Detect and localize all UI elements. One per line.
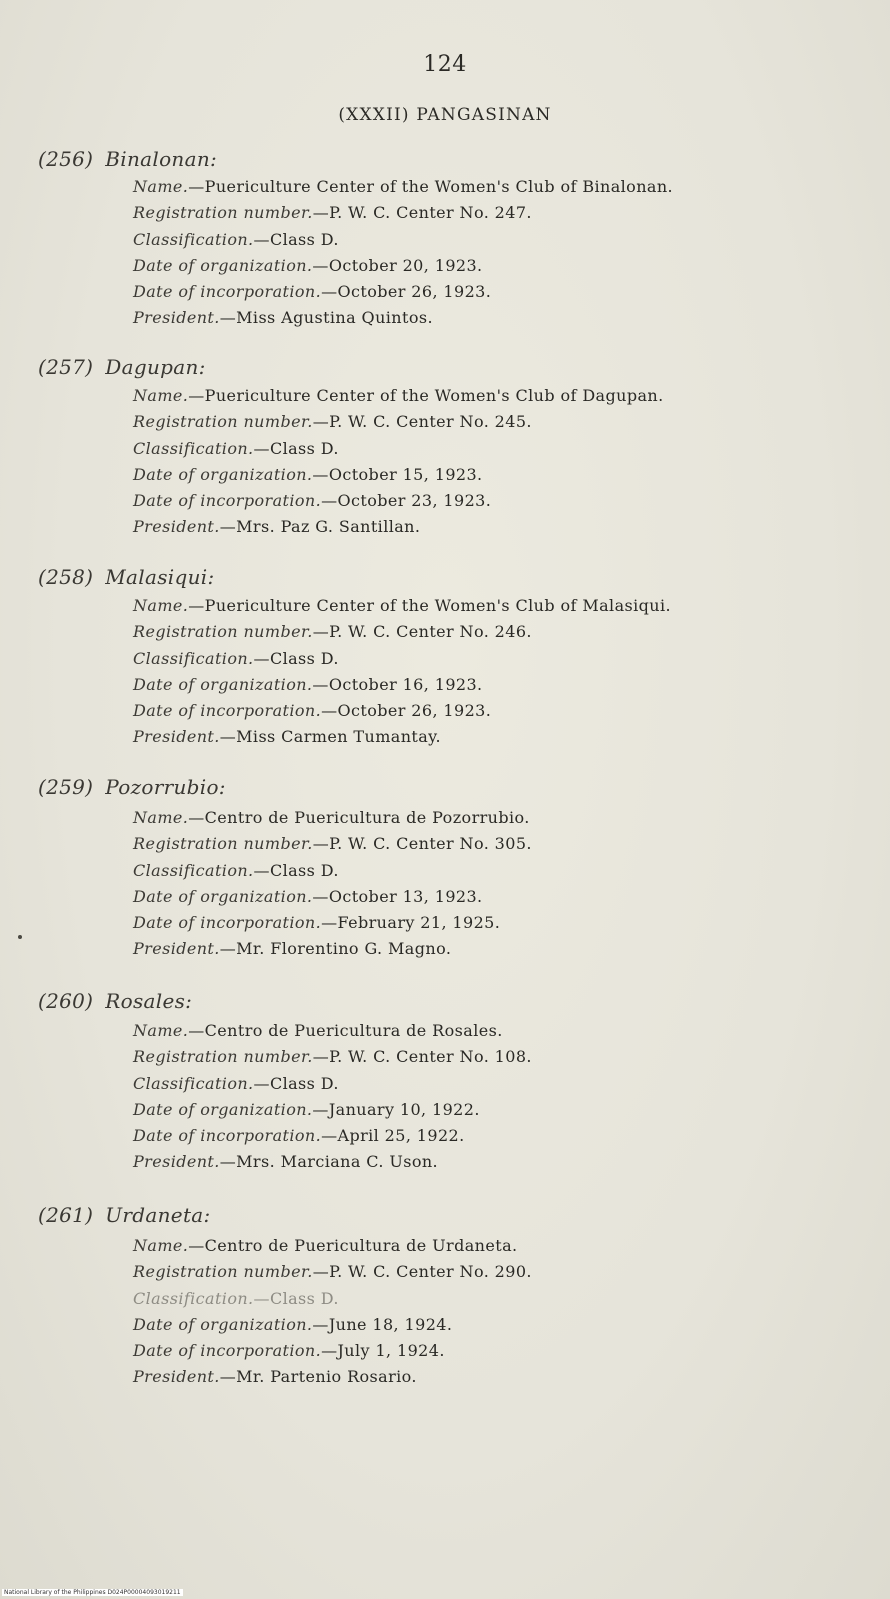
- field-president: [133, 517, 873, 543]
- page-number: 124: [423, 52, 467, 77]
- field-label: President.: [133, 308, 220, 328]
- field-label: Registration number.: [133, 203, 313, 223]
- field-value: —Mr. Florentino G. Magno.: [219, 939, 452, 959]
- field-value: —October 15, 1923.: [312, 464, 483, 484]
- field-value: —Miss Carmen Tumantay.: [219, 727, 441, 747]
- entry-fields: [133, 808, 873, 966]
- field-incorporation-date: [133, 913, 873, 939]
- entry-fields: [133, 386, 873, 544]
- field-value: —January 10, 1922.: [312, 1099, 480, 1119]
- field-value: —P. W. C. Center No. 290.: [312, 1262, 532, 1282]
- field-label: President.: [133, 1367, 220, 1387]
- field-label: Date of organization.: [133, 464, 313, 484]
- entry-fields: [133, 177, 873, 335]
- field-incorporation-date: [133, 701, 873, 727]
- field-value: —June 18, 1924.: [312, 1314, 453, 1334]
- field-value: —Puericulture Center of the Women's Club of Binalonan.: [188, 177, 674, 196]
- field-label: Date of incorporation.: [133, 913, 322, 933]
- field-value: —October 26, 1923.: [321, 282, 492, 302]
- entry-town: Dagupan:: [105, 355, 206, 379]
- field-label: Classification.: [133, 648, 254, 668]
- field-label: Date of organization.: [133, 255, 313, 275]
- field-value: —April 25, 1922.: [321, 1126, 465, 1146]
- field-value: —July 1, 1924.: [321, 1341, 445, 1361]
- field-organization-date: [133, 465, 873, 491]
- entry-number: (256): [38, 147, 94, 171]
- field-value: —Class D.: [253, 860, 339, 880]
- field-label: Name.: [133, 177, 189, 196]
- entry-number: (257): [38, 355, 94, 379]
- field-value: —Class D.: [253, 648, 339, 668]
- field-name: [133, 1021, 873, 1047]
- field-value: —Centro de Puericultura de Urdaneta.: [188, 1236, 518, 1255]
- field-organization-date: [133, 1315, 873, 1341]
- entry-fields: [133, 1236, 873, 1394]
- field-name: [133, 177, 873, 203]
- field-value: —Class D.: [253, 1288, 339, 1308]
- province-heading: (XXXII) PANGASINAN: [338, 105, 552, 125]
- field-classification: [133, 230, 873, 256]
- field-value: —October 20, 1923.: [312, 255, 483, 275]
- field-registration: [133, 1047, 873, 1073]
- field-label: President.: [133, 939, 220, 959]
- field-value: —Puericulture Center of the Women's Club of Dagupan.: [188, 386, 664, 405]
- entry-fields: [133, 1021, 873, 1179]
- entry-number: (261): [38, 1203, 94, 1227]
- field-label: Classification.: [133, 1288, 254, 1308]
- field-incorporation-date: [133, 1126, 873, 1152]
- field-registration: [133, 834, 873, 860]
- entry-fields: [133, 596, 873, 754]
- field-incorporation-date: [133, 491, 873, 517]
- field-label: Name.: [133, 1236, 189, 1255]
- field-label: Date of organization.: [133, 886, 313, 906]
- field-value: —P. W. C. Center No. 247.: [312, 203, 532, 223]
- field-label: Name.: [133, 596, 189, 615]
- entry-town: Urdaneta:: [105, 1203, 211, 1227]
- field-value: —October 26, 1923.: [321, 701, 492, 721]
- field-label: President.: [133, 517, 220, 537]
- entry-number: (259): [38, 775, 94, 799]
- field-label: Date of organization.: [133, 1314, 313, 1334]
- field-registration: [133, 203, 873, 229]
- field-value: —Mr. Partenio Rosario.: [219, 1367, 417, 1387]
- field-label: Date of incorporation.: [133, 701, 322, 721]
- field-label: Registration number.: [133, 622, 313, 642]
- field-label: Registration number.: [133, 834, 313, 854]
- field-value: —Mrs. Marciana C. Uson.: [219, 1152, 439, 1172]
- field-value: —P. W. C. Center No. 305.: [312, 834, 532, 854]
- entry-heading: [38, 565, 214, 589]
- entry-number: (258): [38, 565, 94, 589]
- field-name: [133, 596, 873, 622]
- field-organization-date: [133, 675, 873, 701]
- field-incorporation-date: [133, 1341, 873, 1367]
- entry-town: Rosales:: [105, 989, 193, 1013]
- field-president: [133, 939, 873, 965]
- field-label: Classification.: [133, 438, 254, 458]
- field-organization-date: [133, 256, 873, 282]
- entry-town: Binalonan:: [105, 147, 218, 171]
- field-label: Name.: [133, 1021, 189, 1040]
- field-classification: [133, 1074, 873, 1100]
- field-classification: [133, 861, 873, 887]
- field-name: [133, 808, 873, 834]
- entry-heading: [38, 147, 217, 171]
- field-label: Classification.: [133, 229, 254, 249]
- entry-heading: [38, 1203, 211, 1227]
- field-president: [133, 308, 873, 334]
- field-label: Classification.: [133, 860, 254, 880]
- entry-town: Pozorrubio:: [105, 775, 226, 799]
- field-label: Date of incorporation.: [133, 491, 322, 511]
- field-classification: [133, 439, 873, 465]
- field-label: Registration number.: [133, 1262, 313, 1282]
- field-label: Classification.: [133, 1073, 254, 1093]
- field-president: [133, 1367, 873, 1393]
- field-classification: [133, 1289, 873, 1315]
- field-value: —Puericulture Center of the Women's Club of Malasiqui.: [188, 596, 671, 615]
- field-classification: [133, 649, 873, 675]
- entry-heading: [38, 775, 226, 799]
- field-label: Registration number.: [133, 1047, 313, 1067]
- field-value: —Centro de Puericultura de Pozorrubio.: [188, 808, 530, 827]
- entry-number: (260): [38, 989, 94, 1013]
- field-value: —Class D.: [253, 438, 339, 458]
- entry-heading: [38, 355, 206, 379]
- field-value: —Class D.: [253, 229, 339, 249]
- field-incorporation-date: [133, 282, 873, 308]
- field-registration: [133, 1262, 873, 1288]
- field-name: [133, 1236, 873, 1262]
- field-value: —February 21, 1925.: [321, 913, 501, 933]
- field-value: —Mrs. Paz G. Santillan.: [219, 517, 421, 537]
- field-value: —October 13, 1923.: [312, 886, 483, 906]
- field-value: —P. W. C. Center No. 246.: [312, 622, 532, 642]
- field-value: —October 16, 1923.: [312, 674, 483, 694]
- field-value: —P. W. C. Center No. 108.: [312, 1047, 532, 1067]
- field-label: Date of organization.: [133, 674, 313, 694]
- field-value: —October 23, 1923.: [321, 491, 492, 511]
- field-organization-date: [133, 887, 873, 913]
- entry-town: Malasiqui:: [105, 565, 215, 589]
- field-value: —Centro de Puericultura de Rosales.: [188, 1021, 503, 1040]
- field-president: [133, 727, 873, 753]
- field-label: Date of incorporation.: [133, 282, 322, 302]
- field-registration: [133, 412, 873, 438]
- scan-footer: National Library of the Philippines D024P00004093019211: [4, 1589, 181, 1596]
- field-value: —P. W. C. Center No. 245.: [312, 412, 532, 432]
- field-label: Date of incorporation.: [133, 1126, 322, 1146]
- field-label: Date of incorporation.: [133, 1341, 322, 1361]
- field-president: [133, 1152, 873, 1178]
- field-label: President.: [133, 1152, 220, 1172]
- field-label: Name.: [133, 808, 189, 827]
- field-label: President.: [133, 727, 220, 747]
- field-organization-date: [133, 1100, 873, 1126]
- field-value: —Class D.: [253, 1073, 339, 1093]
- entry-heading: [38, 989, 192, 1013]
- field-label: Name.: [133, 386, 189, 405]
- margin-dot: [18, 935, 22, 939]
- field-registration: [133, 622, 873, 648]
- field-label: Date of organization.: [133, 1099, 313, 1119]
- field-value: —Miss Agustina Quintos.: [219, 308, 433, 328]
- field-name: [133, 386, 873, 412]
- field-label: Registration number.: [133, 412, 313, 432]
